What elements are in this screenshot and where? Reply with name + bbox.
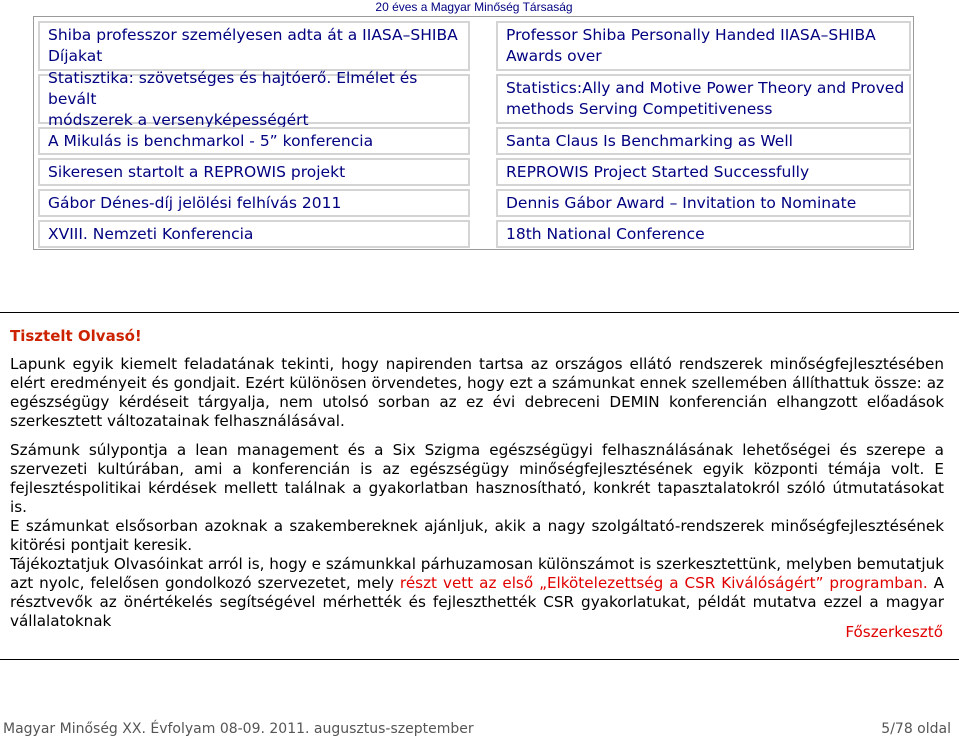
footer-publication: Magyar Minőség XX. Évfolyam 08-09. 2011. augusztus-szeptember [3,721,474,737]
editorial-paragraph: E számunkat elsősorban azoknak a szakembereknek ajánljuk, akik a nagy szolgáltató-rendszerek minőségfejlesztésének kitörési pontjait keresik. [10,517,944,554]
csr-program-highlight: részt vett az első „Elkötelezettség a CSR Kiválóságért” programban. [399,574,928,592]
news-link-hu-gabor[interactable]: Gábor Dénes-díj jelölési felhívás 2011 [38,189,470,217]
editorial-greeting: Tisztelt Olvasó! [10,327,142,345]
news-link-en-shiba[interactable]: Professor Shiba Personally Handed IIASA–SHIBA Awards over [496,21,911,71]
news-link-hu-statistics[interactable]: Statisztika: szövetséges és hajtóerő. Elmélet és bevált módszerek a versenyképességért [38,74,470,124]
news-link-en-benchmark[interactable]: Santa Claus Is Benchmarking as Well [496,127,911,155]
editorial-section [0,312,959,660]
news-link-en-conference[interactable]: 18th National Conference [496,220,911,248]
footer-page-number: 5/78 oldal [881,721,951,737]
editorial-paragraph: Tájékoztatjuk Olvasóinkat arról is, hogy e számunkkal párhuzamosan különszámot is szerkesztettünk, melyben bemutatjuk azt nyolc, felelősen gondolkozó szervezetet, mely részt vett az első „Elkötelezettség a CSR Kiválóságért” programban. A résztvevők az önértékelés segítségével mérhették és fejleszthették CSR gyakorlatukat, példát mutatva ezzel a magyar vállalatoknak [10,555,945,630]
editorial-body [10,355,944,631]
news-link-hu-shiba[interactable]: Shiba professzor személyesen adta át a IIASA–SHIBA Díjakat [38,21,470,71]
news-link-en-gabor[interactable]: Dennis Gábor Award – Invitation to Nominate [496,189,911,217]
page-footer [0,720,959,736]
news-link-hu-benchmark[interactable]: A Mikulás is benchmarkol - 5” konferencia [38,127,470,155]
editorial-paragraph: Számunk súlypontja a lean management és a Six Szigma egészségügyi felhasználásának lehetőségei és szerepe a szervezeti kultúrában, ami a konferencián is az egészségügy minőségfejlesztésének egyik központi témája volt. E fejlesztéspolitikai kérdések mellett találnak a gyakorlatban hasznosítható, konkrét tapasztalatokról szóló útmutatásokat is. [10,441,944,516]
society-header: 20 éves a Magyar Minőség Társaság [375,0,573,14]
news-link-hu-conference[interactable]: XVIII. Nemzeti Konferencia [38,220,470,248]
news-link-hu-reprowis[interactable]: Sikeresen startolt a REPROWIS projekt [38,158,470,186]
editor-signature: Főszerkesztő [845,623,943,641]
news-link-en-statistics[interactable]: Statistics:Ally and Motive Power Theory and Proved methods Serving Competitiveness [496,74,911,124]
news-link-en-reprowis[interactable]: REPROWIS Project Started Successfully [496,158,911,186]
news-table [33,16,914,250]
editorial-paragraph: Lapunk egyik kiemelt feladatának tekinti, hogy napirenden tartsa az országos ellátó rendszerek minőségfejlesztésében elért eredményeit és gondjait. Ezért különösen örvendetes, hogy ezt a számunkat ennek szellemében állíthattuk össze: az egészségügy kérdéseit tárgyalja, nem utolsó sorban az ez évi debreceni DEMIN konferencián elhangzott előadások szerkesztett változatainak felhasználásával. [10,355,944,430]
